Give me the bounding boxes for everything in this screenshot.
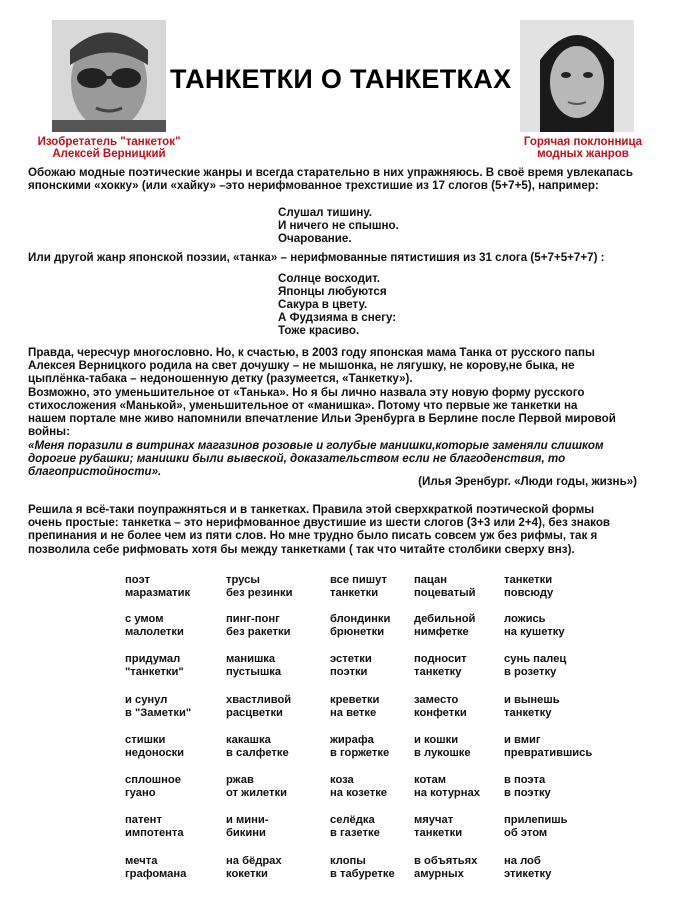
tanketka-line: и вмиг	[504, 734, 541, 746]
tanketka	[330, 814, 380, 840]
quote-line: благопристойности».	[28, 465, 162, 479]
tanketka	[226, 653, 281, 679]
tanketka-line: прилепишь	[504, 814, 568, 826]
tanketka-line: дебильной	[414, 613, 476, 625]
tanketka	[125, 574, 190, 600]
tanketka-line: малолетки	[125, 626, 184, 638]
tanketka	[330, 855, 395, 881]
tanketka-line: хвастливой	[226, 694, 292, 706]
tanketka-line: котам	[414, 774, 446, 786]
author-caption	[24, 136, 194, 160]
tanketka	[226, 694, 291, 720]
tanketka	[414, 613, 475, 639]
tanketka-line: на котурнах	[414, 787, 480, 799]
tanketka-line: нимфетке	[414, 626, 469, 638]
tanketka-line: превратившись	[504, 747, 593, 759]
tanketka-line: танкетки	[330, 587, 379, 599]
tanketka	[504, 774, 551, 800]
haiku-line: Слушал тишину.	[278, 206, 372, 219]
tanketka-line: сплошное	[125, 774, 181, 786]
tanketka-line: на ветке	[330, 707, 377, 719]
tanketka-line: ржав	[226, 774, 254, 786]
tanketka	[414, 694, 467, 720]
tanketka-line: об этом	[504, 827, 548, 839]
tanketka-line: эстетки	[330, 653, 372, 665]
tanketka-line: танкетку	[414, 666, 462, 678]
tanketka-line: стишки	[125, 734, 166, 746]
tanketka-line: ложись	[504, 613, 546, 625]
tanketka	[125, 814, 184, 840]
tanketka-line: без ракетки	[226, 626, 291, 638]
author-caption-line1: Изобретатель "танкеток"	[37, 136, 181, 148]
tanketka-line: брюнетки	[330, 626, 385, 638]
tanketka	[504, 855, 551, 881]
tanketka-line: мечта	[125, 855, 158, 867]
tanketka-line: креветки	[330, 694, 380, 706]
quote-line: дорогие рубашки; манишки были вывеской, доказательством если не благоденствия, то	[28, 452, 566, 466]
tanketka-line: жирафа	[330, 734, 374, 746]
author-caption-line2: Алексей Верницкий	[52, 148, 166, 160]
tanketka-line: "танкетки"	[125, 666, 184, 678]
admirer-photo	[520, 20, 634, 132]
history-line: стихосложения «Манькой», уменьшительное от «манишка». Потому что первые же танкетки на	[28, 398, 578, 412]
history-line: войны:	[28, 425, 70, 439]
tanketka-line: поцеватый	[414, 587, 476, 599]
tanketka	[125, 734, 184, 760]
tanketka-line: все пишут	[330, 574, 387, 586]
tanketka-line: селёдка	[330, 814, 375, 826]
tanketka	[330, 653, 372, 679]
tanketka-line: поэт	[125, 574, 150, 586]
tanketka-line: поэтки	[330, 666, 368, 678]
tanketka-line: импотента	[125, 827, 184, 839]
tanketka-line: манишка	[226, 653, 276, 665]
tanketka-line: в поэтку	[504, 787, 551, 799]
tanketka-line: блондинки	[330, 613, 391, 625]
tanketka	[414, 653, 467, 679]
tanketka	[226, 814, 269, 840]
tanketka	[414, 814, 462, 840]
tanketka	[330, 694, 379, 720]
history-line: Правда, чересчур многословно. Но, к счастью, в 2003 году японская мама Танка от русского папы	[28, 346, 595, 359]
tanka-line: Солнце восходит.	[278, 272, 380, 285]
tanketka-line: бикини	[226, 827, 266, 839]
tanketka-line: амурных	[414, 868, 464, 880]
tanketka-line: в розетку	[504, 666, 557, 678]
tanketka-line: от жилетки	[226, 787, 287, 799]
tanketka-line: с умом	[125, 613, 164, 625]
tanketka	[125, 855, 186, 881]
rules-line: препинания и не более чем из пяти слов. Но мне трудно было писать совсем уж без рифмы, так я	[28, 529, 598, 543]
tanketka-line: мяучат	[414, 814, 454, 826]
tanketka-line: клопы	[330, 855, 366, 867]
tanketka-line: недоноски	[125, 747, 185, 759]
tanketka-line: в поэта	[504, 774, 546, 786]
tanketka-line: придумал	[125, 653, 181, 665]
tanketka-line: расцветки	[226, 707, 283, 719]
history-line: цыплёнка-табака – недоношенную детку (разумеется, «Танкетку»).	[28, 372, 413, 386]
tanketka	[226, 613, 291, 639]
tanketka-line: и сунул	[125, 694, 168, 706]
haiku-poem	[278, 206, 399, 245]
tanketka-line: заместо	[414, 694, 459, 706]
tanketka-line: в объятьях	[414, 855, 478, 867]
tanketka-line: графомана	[125, 868, 187, 880]
tanketka	[226, 855, 282, 881]
tanketka	[504, 814, 568, 840]
tanka-poem	[278, 272, 396, 337]
history-line: Возможно, это уменьшительное от «Танька». Но я бы лично назвала эту новую форму русского	[28, 385, 585, 399]
tanka-intro: Или другой жанр японской поэзии, «танка» – нерифмованные пятистишия из 31 слога (5+7+5+7+7) :	[28, 251, 605, 264]
tanketka	[330, 574, 387, 600]
tanketka-line: на лоб	[504, 855, 541, 867]
history-line: Алексея Верницкого родила на свет дочушку – не мышонка, не лягушку, не корову,не быка, не	[28, 359, 575, 373]
tanketka-line: какашка	[226, 734, 271, 746]
tanketka	[414, 734, 471, 760]
admirer-caption-line1: Горячая поклонница	[523, 136, 643, 148]
tanka-line: А Фудзияма в снегу:	[278, 311, 397, 324]
tanka-line: Тоже красиво.	[278, 324, 360, 337]
admirer-caption	[508, 136, 658, 160]
tanketka-line: коза	[330, 774, 354, 786]
rules-line: позволила себе рифмовать хотя бы между танкетками ( так что читайте столбики сверху внз).	[28, 542, 575, 556]
tanketka	[226, 774, 287, 800]
tanketka	[414, 574, 476, 600]
tanketka-line: в горжетке	[330, 747, 390, 759]
tanketka-line: и мини-	[226, 814, 269, 826]
tanketka-line: без резинки	[226, 587, 293, 599]
tanka-line: Сакура в цвету.	[278, 298, 368, 311]
tanketka	[125, 774, 181, 800]
quote-line: «Меня поразили в витринах магазинов розовые и голубые манишки,которые заменяли слишком	[28, 439, 604, 452]
tanketka-line: в газетке	[330, 827, 380, 839]
tanketka	[414, 774, 480, 800]
tanka-line: Японцы любуются	[278, 285, 387, 298]
tanketka	[414, 855, 477, 881]
history-line: нашем портале мне живо напомнили впечатление Ильи Эренбурга в Берлине после Первой мировой	[28, 412, 616, 426]
admirer-caption-line2: модных жанров	[537, 148, 629, 160]
tanketka-line: в салфетке	[226, 747, 289, 759]
tanketka-line: на козетке	[330, 787, 388, 799]
tanketka-line: пинг-понг	[226, 613, 280, 625]
tanketka	[226, 574, 293, 600]
tanketka-line: в "Заметки"	[125, 707, 192, 719]
tanketka	[504, 613, 565, 639]
tanketka-line: сунь палец	[504, 653, 567, 665]
intro-paragraph: Обожаю модные поэтические жанры и всегда старательно в них упражняюсь. В своё время увлекапась японскими «хокку» (или «хайку» –это нерифмованное трехстишие из 17 слогов (5+7+5), например:	[28, 166, 633, 193]
rules-line: очень простые: танкетка – это нерифмованное двустишие из шести слогов (3+3 или 2+4), без знаков	[28, 516, 611, 530]
page-title: ТАНКЕТКИ О ТАНКЕТКАХ	[170, 64, 512, 94]
rules-line: Решила я всё-таки поупражняться и в танкетках. Правила этой сверхкраткой поэтической формы	[28, 503, 595, 516]
tanketka-line: танкетку	[504, 707, 552, 719]
tanketka	[125, 653, 184, 679]
tanketka	[226, 734, 289, 760]
tanketka-line: кокетки	[226, 868, 268, 880]
tanketka	[330, 613, 390, 639]
tanketka-line: танкетки	[504, 574, 553, 586]
tanketka	[125, 694, 191, 720]
tanketka-line: танкетки	[414, 827, 463, 839]
tanketka-line: и кошки	[414, 734, 459, 746]
tanketka-line: подносит	[414, 653, 467, 665]
tanketka	[330, 734, 389, 760]
tanketka-line: трусы	[226, 574, 260, 586]
history-paragraph	[28, 346, 658, 438]
tanketka	[504, 653, 566, 679]
tanketka	[504, 574, 553, 600]
tanketka-line: на кушетку	[504, 626, 565, 638]
ehrenburg-quote	[28, 439, 638, 479]
author-photo	[52, 20, 166, 132]
tanketka-line: на бёдрах	[226, 855, 282, 867]
tanketka-line: и вынешь	[504, 694, 560, 706]
haiku-line: Очарование.	[278, 232, 352, 245]
rules-paragraph	[28, 503, 658, 556]
tanketka-line: пустышка	[226, 666, 282, 678]
tanketka-line: маразматик	[125, 587, 191, 599]
tanketka	[504, 734, 592, 760]
tanketka-line: гуано	[125, 787, 156, 799]
tanketka	[330, 774, 387, 800]
tanketka-line: патент	[125, 814, 162, 826]
tanketka-line: конфетки	[414, 707, 467, 719]
tanketka-line: в лукошке	[414, 747, 471, 759]
tanketka-line: этикетку	[504, 868, 552, 880]
quote-attribution: (Илья Эренбург. «Люди годы, жизнь»)	[418, 475, 637, 488]
tanketka	[125, 613, 184, 639]
haiku-line: И ничего не спышно.	[278, 219, 399, 232]
tanketka-line: в табуретке	[330, 868, 395, 880]
tanketka-line: пацан	[414, 574, 447, 586]
tanketka-line: повсюду	[504, 587, 554, 599]
tanketka	[504, 694, 560, 720]
